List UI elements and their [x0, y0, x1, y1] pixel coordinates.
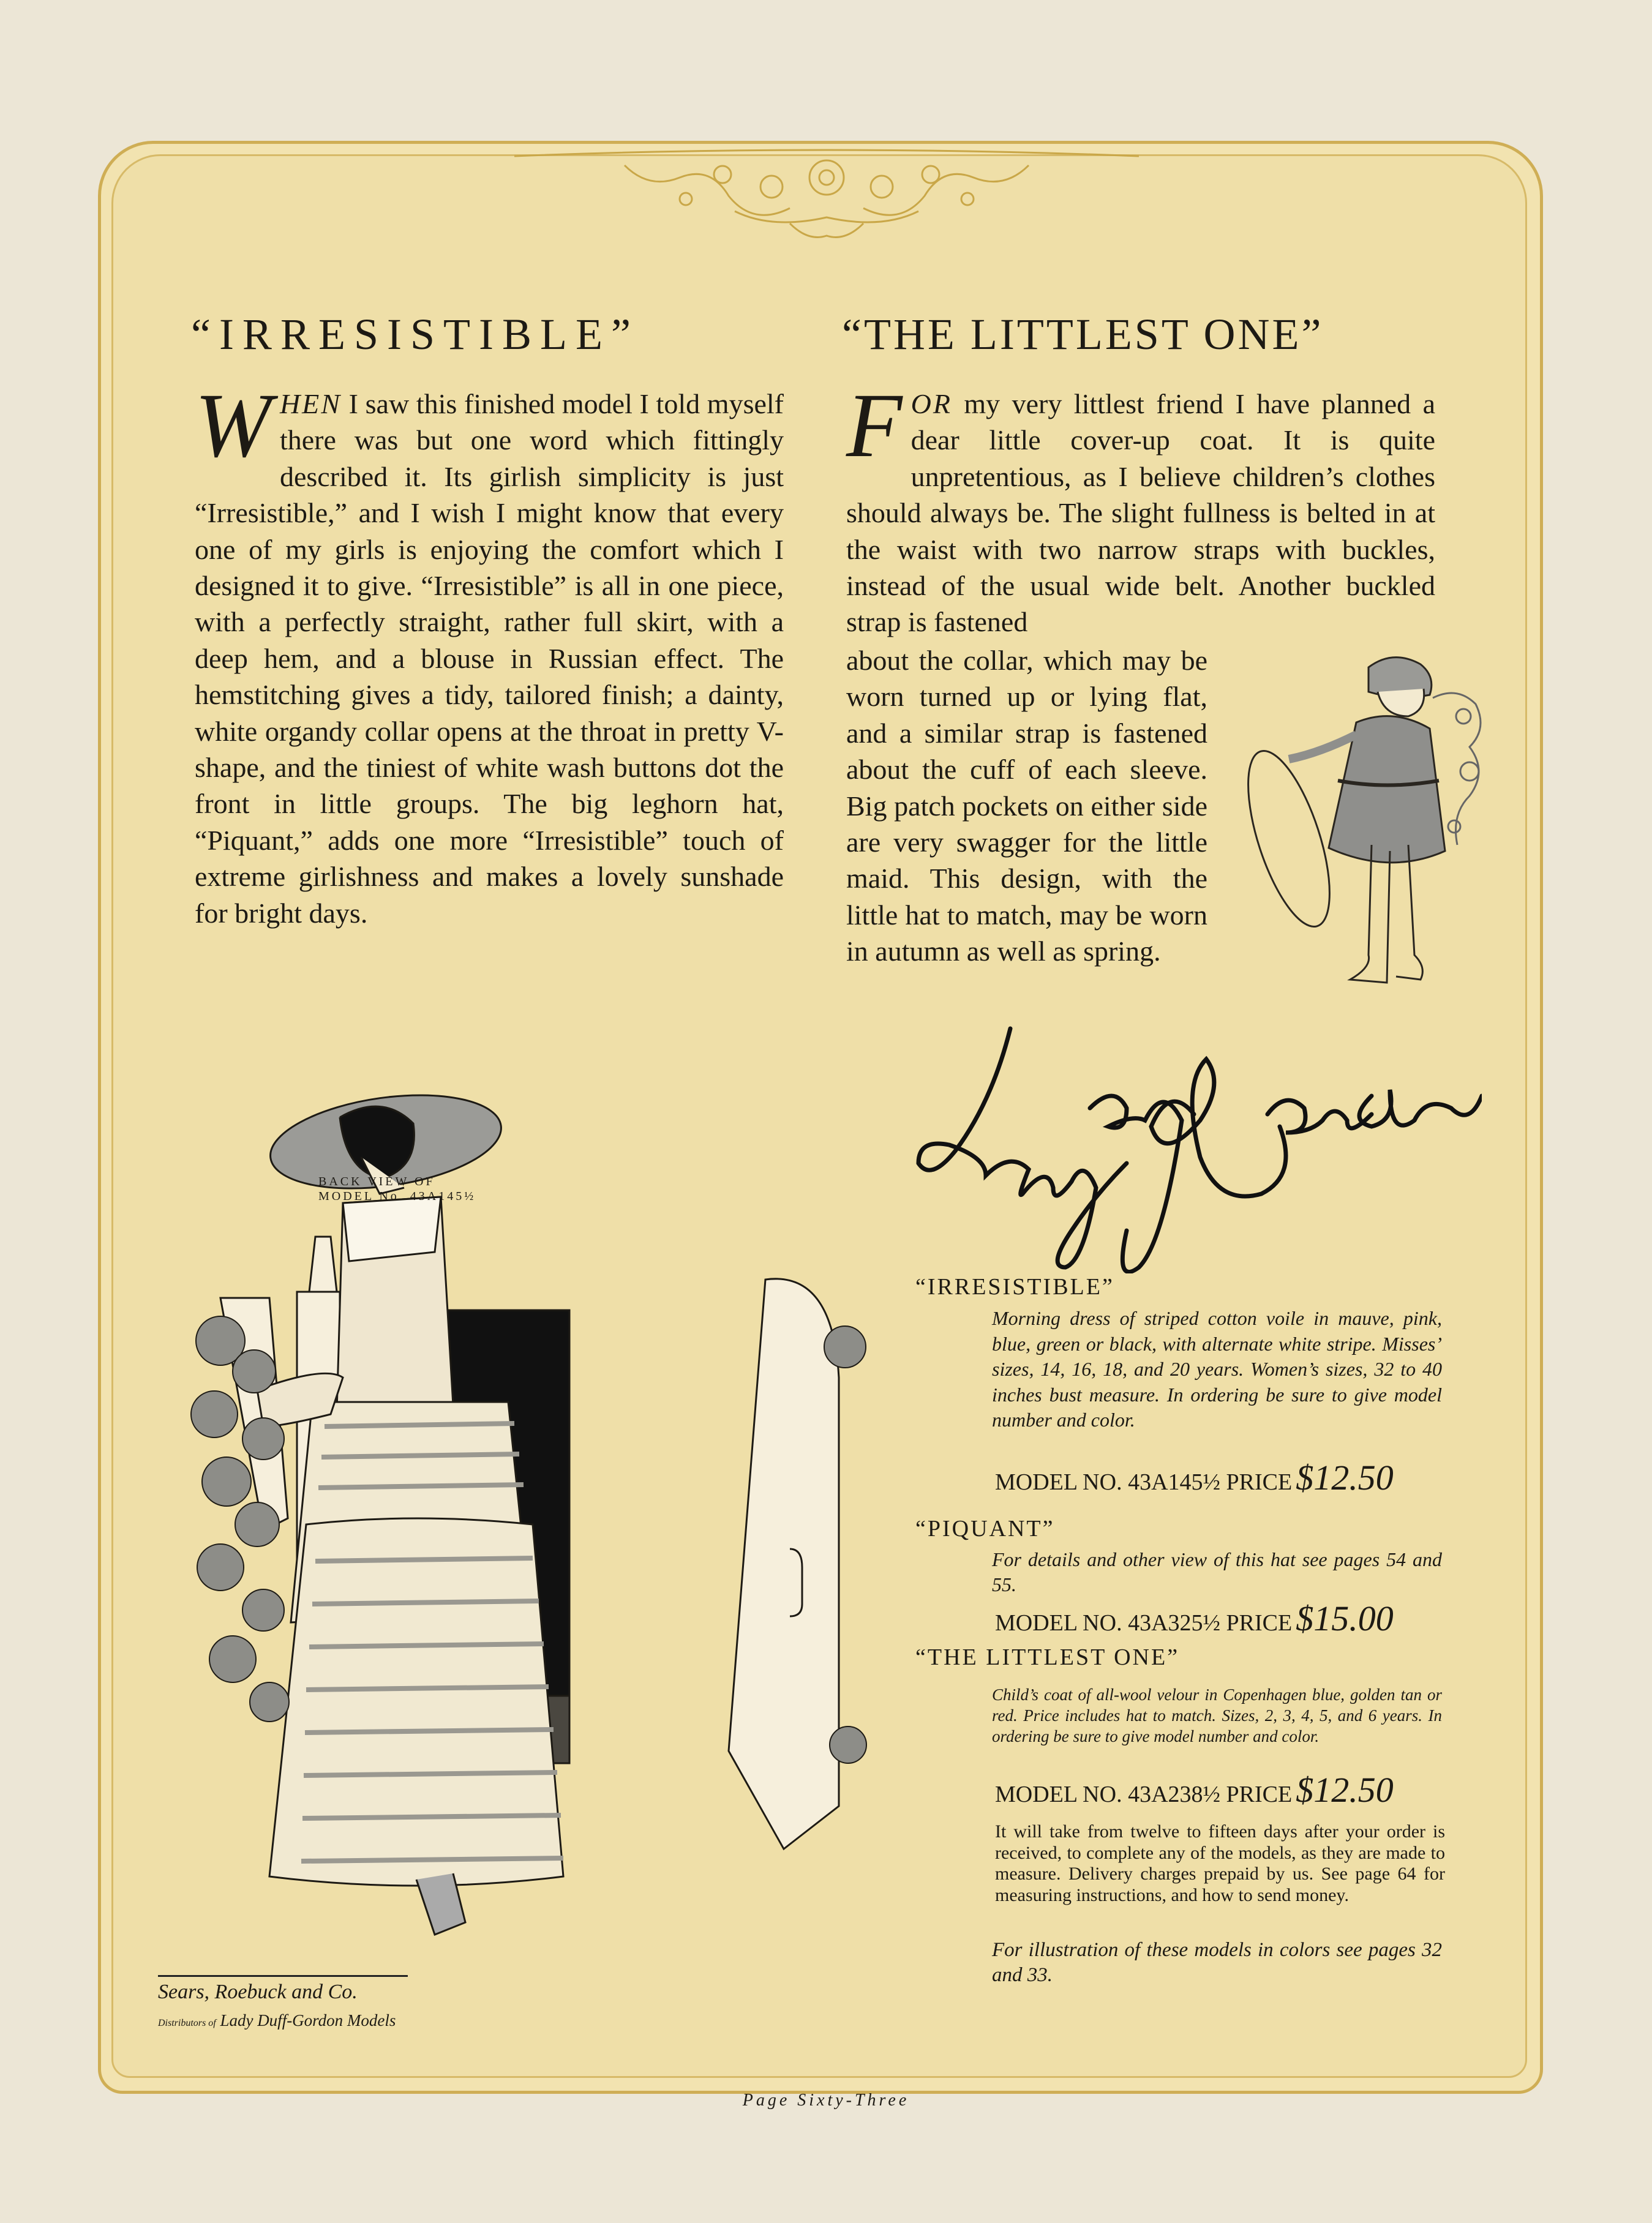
imprint-distributors — [158, 2011, 396, 2030]
price-value: $12.50 — [1296, 1458, 1394, 1498]
dropcap-f: F — [846, 375, 903, 476]
catalog-item-littlest-one-title: “THE LITTLEST ONE” — [915, 1644, 1180, 1670]
price-label: PRICE — [1226, 1782, 1293, 1807]
floral-ornament — [502, 119, 1151, 260]
imprint-company: Sears, Roebuck and Co. — [158, 1981, 358, 2003]
catalog-item-piquant-model — [995, 1598, 1394, 1639]
littlest-one-body: my very littlest friend I have planned a dear little cover-up coat. It is quite unpretentious, as I believe children’s clothes should always be. The slight fullness is belted in at the waist with two narrow straps with buckles, instead of the usual wide belt. Another buckled strap is fastened — [846, 388, 1435, 638]
back-view-caption-line2: MODEL No. 43A145½ — [318, 1190, 476, 1203]
model-number: MODEL NO. 43A145½ — [995, 1469, 1221, 1495]
price-value: $15.00 — [1296, 1599, 1394, 1638]
price-value: $12.50 — [1296, 1770, 1394, 1810]
lead-word: OR — [910, 388, 952, 419]
littlest-one-heading: “THE LITTLEST ONE” — [842, 310, 1324, 359]
irresistible-article — [195, 375, 784, 1004]
catalog-item-irresistible-description: Morning dress of striped cotton voile in mauve, pink, blue, green or black, with alternate white stripe. Misses’ sizes, 14, 16, 18, and 20 years. Women’s sizes, 32 to 40 inches bust measure. In ordering be sure to give model number and color. — [992, 1307, 1442, 1431]
catalog-item-piquant-description: For details and other view of this hat see pages 54 and 55. — [992, 1548, 1442, 1595]
lead-word: HEN — [279, 388, 342, 419]
distributors-name: Lady Duff-Gordon Models — [220, 2011, 396, 2030]
signature-lady-duff-gordon — [906, 1016, 1482, 1273]
price-label: PRICE — [1226, 1469, 1293, 1495]
littlest-one-article — [846, 375, 1435, 643]
page-number: Page Sixty-Three — [742, 2091, 910, 2110]
back-view-caption-line1: BACK VIEW OF — [318, 1175, 435, 1188]
distributors-prefix: Distributors of — [158, 2018, 216, 2028]
color-illustration-note: For illustration of these models in colors see pages 32 and 33. — [992, 1939, 1442, 1986]
irresistible-body: I saw this finished model I told myself there was but one word which fittingly described it. Its girlish simplicity is just “Irresistible,” and I wish I might know that every one of my girls is enjoying the comfort which I designed it to give. “Irresistible” is all in one piece, with a perfectly straight, rather full skirt, with a deep hem, and a blouse in Russian effect. The hemstitching gives a tidy, tailored finish; a dainty, white organdy collar opens at the throat in pretty V-shape, and the tiniest of white wash buttons dot the front in little groups. The big leghorn hat, “Piquant,” adds one more “Irresistible” touch of extreme girlishness and makes a lovely sunshade for bright days. — [195, 388, 784, 929]
price-label: PRICE — [1226, 1610, 1293, 1636]
irresistible-heading: “IRRESISTIBLE” — [191, 310, 639, 359]
back-view-caption — [318, 1174, 476, 1204]
catalog-item-irresistible-title: “IRRESISTIBLE” — [915, 1274, 1114, 1300]
dropcap-w: W — [195, 375, 271, 476]
imprint-rule — [158, 1975, 408, 1977]
catalog-item-littlest-one-description: Child’s coat of all-wool velour in Copenhagen blue, golden tan or red. Price includes hat to match. Sizes, 2, 3, 4, 5, and 6 years. In ordering be sure to give model number and color. — [992, 1685, 1442, 1745]
delivery-note: It will take from twelve to fifteen days after your order is received, to complete any of the models, as they are made to measure. Delivery charges prepaid by us. See page 64 for measuring instructions, and how to send money. — [995, 1821, 1445, 1905]
child-coat-illustration — [1225, 643, 1500, 1022]
catalog-item-littlest-one-model — [995, 1769, 1394, 1810]
littlest-one-body-continued: about the collar, which may be worn turned up or lying flat, and a similar strap is fastened about the cuff of each sleeve. Big patch pockets on either side are very swagger for the little maid. This design, with the little hat to match, may be worn in autumn as well as spring. — [846, 645, 1207, 967]
model-number: MODEL NO. 43A238½ — [995, 1782, 1221, 1807]
catalog-item-irresistible-model — [995, 1457, 1394, 1498]
model-number: MODEL NO. 43A325½ — [995, 1610, 1221, 1636]
woman-dress-illustration — [184, 1084, 931, 1971]
catalog-item-piquant-title: “PIQUANT” — [915, 1516, 1055, 1542]
